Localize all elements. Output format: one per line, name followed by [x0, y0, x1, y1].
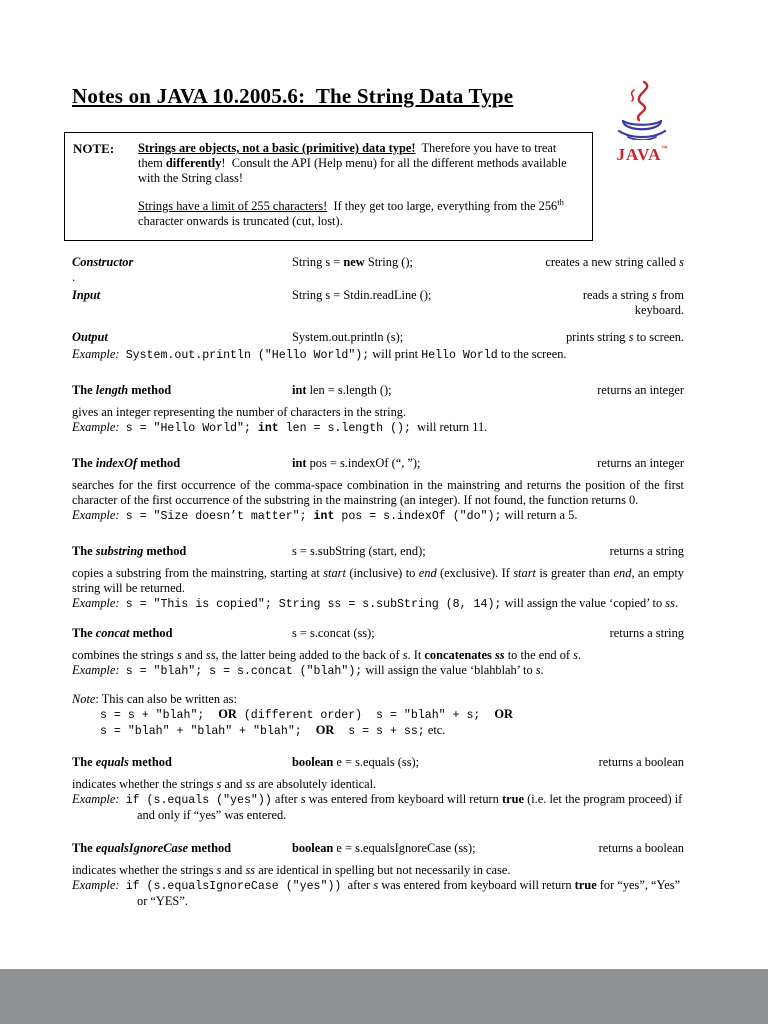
- text-run: new: [343, 255, 365, 270]
- java-cup-icon: [614, 80, 670, 140]
- text-run: System.out.println (s);: [292, 330, 404, 345]
- method-row-input: [72, 288, 684, 318]
- method-signature-input: [292, 288, 548, 303]
- text-run: true: [574, 878, 597, 893]
- text-run: String s = Stdin.readLine ();: [292, 288, 432, 303]
- text-run: ss: [205, 648, 216, 663]
- text-run: creates a new string called: [545, 255, 680, 270]
- text-run: concat: [95, 626, 130, 641]
- text-run: e = s.equals (ss);: [333, 755, 420, 770]
- example-equalsignorecase: [72, 878, 684, 909]
- text-run: OR: [494, 707, 513, 722]
- text-run: s: [651, 288, 657, 303]
- text-run: are absolutely identical.: [255, 777, 377, 792]
- text-run: s = "blah" + s;: [376, 709, 495, 723]
- description-indexof: [72, 478, 684, 508]
- text-run: returns an integer: [597, 456, 684, 471]
- text-run: method: [128, 383, 172, 398]
- text-run: s = s + ss;: [348, 725, 425, 739]
- method-row-output: [72, 330, 684, 345]
- text-run: end: [613, 566, 632, 581]
- text-run: [334, 725, 348, 738]
- text-run: returns a string: [609, 544, 684, 559]
- example-equals: [72, 792, 684, 823]
- note-intro-concat: [72, 692, 684, 707]
- text-run: start: [513, 566, 536, 581]
- text-run: and: [181, 648, 206, 663]
- text-run: The: [72, 841, 96, 856]
- text-run: Input: [72, 288, 101, 303]
- text-run: s: [300, 792, 306, 807]
- method-name-constructor: [72, 255, 292, 270]
- text-run: int: [292, 383, 307, 398]
- text-run: substring: [95, 544, 144, 559]
- text-run: s: [628, 330, 634, 345]
- text-run: The: [72, 755, 96, 770]
- text-run: ss: [494, 648, 505, 663]
- java-logo: [612, 80, 672, 163]
- note-box: [64, 132, 593, 241]
- method-row-indexof: [72, 456, 684, 471]
- text-run: equals: [95, 755, 129, 770]
- text-run: th: [557, 197, 564, 208]
- text-run: to the screen.: [497, 347, 567, 362]
- text-run: s: [573, 648, 578, 663]
- text-run: returns an integer: [597, 383, 684, 398]
- method-return-equalsignorecase: [599, 841, 684, 856]
- text-run: Constructor: [72, 255, 134, 270]
- text-run: for “yes”, “Yes” or “YES”.: [137, 878, 684, 909]
- text-run: pos = s.indexOf ("do");: [334, 510, 502, 524]
- text-run: The: [72, 456, 96, 471]
- text-run: will print: [369, 347, 422, 362]
- text-run: indicates whether the strings: [72, 777, 217, 792]
- text-run: boolean: [292, 841, 334, 856]
- text-run: method: [129, 626, 173, 641]
- text-run: System.out.println ("Hello World");: [125, 349, 370, 363]
- text-run: s: [216, 863, 222, 878]
- text-run: length: [95, 383, 129, 398]
- method-name-output: [72, 330, 292, 345]
- text-run: pos = s.indexOf (“, ”);: [306, 456, 421, 471]
- text-run: gives an integer representing the number of characters in the string.: [72, 405, 407, 420]
- text-run: len = s.length ();: [306, 383, 392, 398]
- note-label: NOTE:: [73, 141, 115, 157]
- text-run: method: [188, 841, 232, 856]
- method-name-indexof: [72, 456, 292, 471]
- text-run: Strings are objects, not a basic (primitive) data type!: [138, 141, 416, 156]
- text-run: Example:: [72, 596, 120, 611]
- text-run: are identical in spelling but not necessarily in case.: [255, 863, 511, 878]
- text-run: .: [674, 596, 679, 611]
- text-run: Strings have a limit of 255 characters!: [138, 199, 328, 214]
- text-run: ss: [245, 777, 256, 792]
- text-run: method: [137, 456, 181, 471]
- example-substring: [72, 596, 684, 612]
- text-run: will assign the value ‘copied’ to: [501, 596, 666, 611]
- text-run: them: [138, 141, 560, 171]
- text-run: The: [72, 383, 96, 398]
- text-run: returns a boolean: [598, 841, 684, 856]
- text-run: (exclusive). If: [436, 566, 514, 581]
- method-signature-indexof: [292, 456, 589, 471]
- text-run: reads a string: [582, 288, 652, 303]
- text-run: s = s + "blah";: [100, 709, 219, 723]
- text-run: Example:: [72, 663, 120, 678]
- method-row-length: [72, 383, 684, 398]
- method-name-equals: [72, 755, 292, 770]
- text-run: s = "blah" + "blah" + "blah";: [100, 725, 316, 739]
- text-run: int: [257, 422, 279, 436]
- page-title: Notes on JAVA 10.2005.6: The String Data Type: [72, 84, 514, 108]
- text-run: , the latter being added to the back of: [215, 648, 403, 663]
- text-run: Example:: [72, 792, 120, 807]
- text-run: boolean: [292, 755, 334, 770]
- text-run: if (s.equalsIgnoreCase ("yes")): [125, 880, 342, 894]
- text-run: ! Consult the API (Help menu) for all the different methods available with the String class!: [138, 156, 570, 186]
- text-run: Output: [72, 330, 108, 345]
- method-name-length: [72, 383, 292, 398]
- text-run: s: [402, 648, 408, 663]
- text-run: returns a boolean: [598, 755, 684, 770]
- method-signature-substring: [292, 544, 602, 559]
- text-run: indicates whether the strings: [72, 863, 217, 878]
- text-run: Example:: [72, 347, 120, 362]
- text-run: s: [373, 878, 379, 893]
- text-run: ss: [665, 596, 675, 611]
- example-indexof: [72, 508, 684, 524]
- trademark-symbol: ™: [661, 146, 668, 152]
- text-run: (inclusive) to: [345, 566, 419, 581]
- text-run: The: [72, 626, 96, 641]
- text-run: (different order): [236, 709, 377, 723]
- method-return-input: [556, 288, 684, 318]
- method-return-output: [566, 330, 684, 345]
- method-signature-equalsignorecase: [292, 841, 591, 856]
- example-length: [72, 420, 684, 436]
- text-run: will return 11.: [410, 420, 488, 435]
- text-run: from keyboard.: [634, 288, 684, 318]
- text-run: character onwards is truncated (cut, lost).: [138, 199, 567, 229]
- example-concat: [72, 663, 684, 679]
- text-run: concatenates: [424, 648, 492, 663]
- text-run: .: [577, 648, 582, 663]
- note-paragraph-2: [138, 199, 578, 229]
- text-run: s: [216, 777, 222, 792]
- text-run: after: [341, 878, 374, 893]
- text-run: true: [501, 792, 525, 807]
- text-run: after: [271, 792, 301, 807]
- text-run: s = s.concat (ss);: [292, 626, 375, 641]
- text-run: to screen.: [633, 330, 684, 345]
- text-run: Therefore you have to treat: [415, 141, 557, 156]
- method-signature-constructor: [292, 255, 537, 270]
- text-run: Hello World: [421, 349, 498, 363]
- text-run: Example:: [72, 508, 120, 523]
- text-run: searches for the first occurrence of the comma-space combination in the mainstring and returns the position of the first character of the first occurrence of the substring in the mainstring (an integer). If not found, the function returns 0.: [72, 478, 684, 508]
- text-run: e = s.equalsIgnoreCase (ss);: [333, 841, 476, 856]
- text-run: copies a substring from the mainstring, starting at: [72, 566, 324, 581]
- description-length: [72, 405, 684, 420]
- method-name-concat: [72, 626, 292, 641]
- method-row-equalsignorecase: [72, 841, 684, 856]
- text-run: prints string: [565, 330, 629, 345]
- text-run: is greater than: [535, 566, 614, 581]
- text-run: end: [418, 566, 437, 581]
- method-signature-equals: [292, 755, 591, 770]
- text-run: s: [535, 663, 541, 678]
- text-run: int: [313, 510, 335, 524]
- text-run: .: [540, 663, 544, 678]
- method-name-equalsignorecase: [72, 841, 292, 856]
- java-logo-text: [612, 146, 672, 163]
- text-run: method: [143, 544, 187, 559]
- method-return-indexof: [597, 456, 684, 471]
- note-code-line-2: [100, 723, 684, 739]
- method-row-constructor: [72, 255, 684, 270]
- text-run: s: [679, 255, 684, 270]
- text-run: and: [221, 777, 246, 792]
- text-run: , an empty string will be returned.: [72, 566, 684, 596]
- text-run: will assign the value ‘blahblah’ to: [362, 663, 536, 678]
- text-run: etc.: [424, 723, 446, 738]
- description-equals: [72, 777, 684, 792]
- text-run: String s =: [292, 255, 344, 270]
- text-run: if (s.equals ("yes")): [125, 794, 272, 808]
- text-run: s: [176, 648, 182, 663]
- text-run: start: [323, 566, 346, 581]
- text-run: and: [221, 863, 246, 878]
- method-return-substring: [610, 544, 684, 559]
- text-run: indexOf: [95, 456, 138, 471]
- text-run: int: [292, 456, 307, 471]
- description-substring: [72, 566, 684, 596]
- text-run: s = s.subString (start, end);: [292, 544, 426, 559]
- text-run: s = "Hello World";: [125, 422, 258, 436]
- text-run: String ();: [364, 255, 413, 270]
- note-paragraph-1: [138, 141, 578, 186]
- text-run: If they get too large, everything from the 256: [327, 199, 558, 214]
- text-run: was entered from keyboard will return: [305, 792, 502, 807]
- text-run: was entered from keyboard will return: [378, 878, 575, 893]
- text-run: ss: [245, 863, 256, 878]
- description-equalsignorecase: [72, 863, 684, 878]
- method-row-substring: [72, 544, 684, 559]
- text-run: equalsIgnoreCase: [95, 841, 189, 856]
- text-run: s = "Size doesn’t matter";: [125, 510, 314, 524]
- example-output: [72, 347, 684, 363]
- text-run: combines the strings: [72, 648, 177, 663]
- text-run: returns a string: [609, 626, 684, 641]
- method-name-substring: [72, 544, 292, 559]
- text-run: will return a 5.: [501, 508, 578, 523]
- text-run: len = s.length ();: [278, 422, 411, 436]
- method-row-equals: [72, 755, 684, 770]
- description-concat: [72, 648, 684, 663]
- text-run: : This can also be written as:: [95, 692, 237, 707]
- method-row-concat: [72, 626, 684, 641]
- method-signature-concat: [292, 626, 602, 641]
- text-run: OR: [315, 723, 335, 738]
- text-run: to the end of: [504, 648, 574, 663]
- note-body: [138, 141, 578, 229]
- text-run: . It: [407, 648, 425, 663]
- method-signature-length: [292, 383, 589, 398]
- text-run: s = "blah"; s = s.concat ("blah");: [125, 665, 363, 679]
- note-code-line-1: [100, 707, 684, 723]
- java-wordmark: JAVA: [616, 145, 662, 164]
- text-run: Example:: [72, 878, 120, 893]
- method-return-constructor: [545, 255, 684, 270]
- method-signature-output: [292, 330, 558, 345]
- method-name-input: [72, 288, 292, 303]
- text-run: OR: [218, 707, 237, 722]
- text-run: method: [128, 755, 172, 770]
- text-run: Note: [72, 692, 96, 707]
- method-return-equals: [599, 755, 684, 770]
- stray-period: .: [72, 270, 76, 285]
- method-return-concat: [610, 626, 684, 641]
- text-run: s = "This is copied"; String ss = s.subString (8, 14);: [125, 598, 502, 612]
- text-run: (i.e. let the program proceed) if and only if “yes” was entered.: [137, 792, 686, 823]
- text-run: differently: [165, 156, 222, 171]
- text-run: Example:: [72, 420, 120, 435]
- text-run: The: [72, 544, 96, 559]
- method-return-length: [597, 383, 684, 398]
